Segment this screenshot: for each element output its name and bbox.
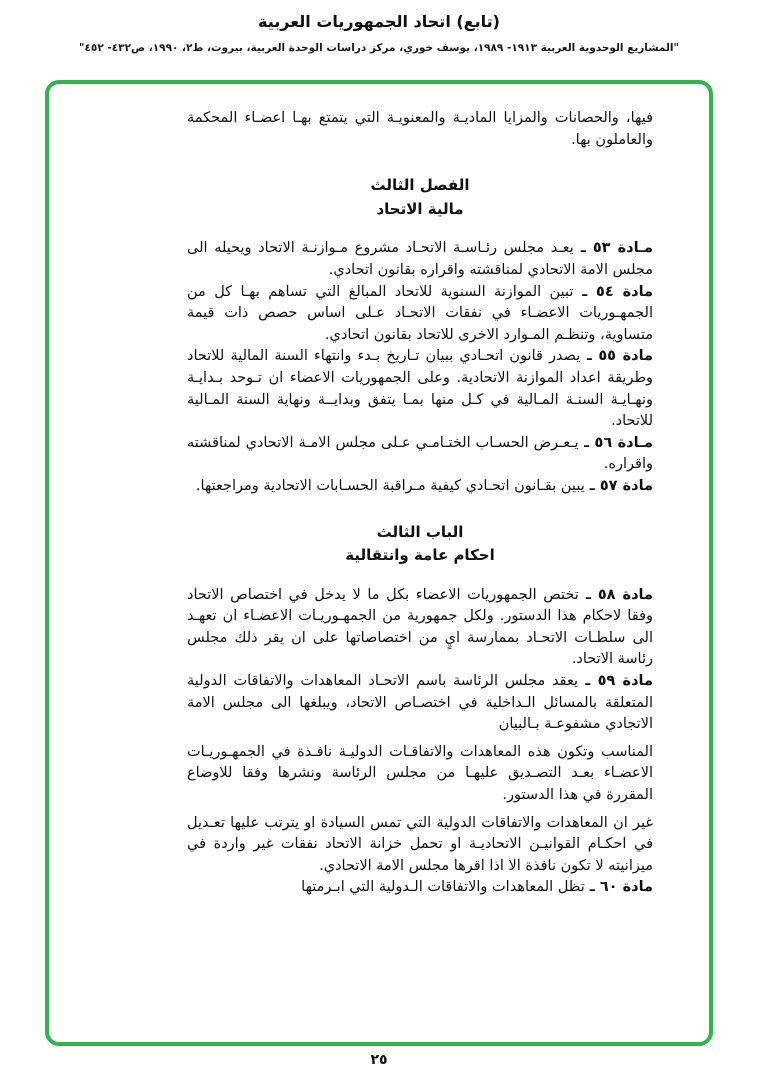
article-number-label: مادة ٥٥ ـ <box>580 348 653 365</box>
article-paragraph: مادة ٥٩ ـ يعقد مجلس الرئاسة باسم الاتحـاد المعاهدات والاتفاقات الدولية المتعلقة بالمسائل الـداخلية في اختصـاص الاتحاد، ويبلغها الى مجلس الامة الاتجادي مشفوعـة بـالبيان <box>187 673 653 733</box>
section-heading <box>187 175 653 220</box>
body-paragraph: المناسب وتكون هذه المعاهدات والاتفاقـات الدوليـة نافـذة في الجمهـوريـات الاعضـاء بعـد التصـديق عليهـا من مجلس الرئاسة ونشرها وفقا للاوضاع المقررة في هذا الدستور. <box>187 743 653 804</box>
article-number-label: مـادة ٥٦ ـ <box>578 434 653 451</box>
body-paragraph: فيها، والحصانات والمزايا الماديـة والمعنويـة التي يتمتع بهـا اعضـاء المحكمة والعاملون بها. <box>187 110 653 148</box>
article-paragraph: مادة ٥٧ ـ يبين بقـانون اتحـادي كيفية مـراقبة الحسـابات الاتحادية ومراجعتها. <box>195 477 653 494</box>
page-header <box>0 0 758 54</box>
heading-line: احكام عامة وانتقالية <box>345 546 495 565</box>
page-title: (تابع) اتحاد الجمهوريات العربية <box>258 12 500 31</box>
article-paragraph: مـادة ٥٦ ـ يـعـرض الحسـاب الختـامـي عـلى مجلس الامـة الاتحادي لمناقشته واقراره. <box>187 434 653 473</box>
article-number-label: مادة ٦٠ ـ <box>584 879 653 896</box>
page-number: ٢٥ <box>370 1052 388 1068</box>
heading-line: مالية الاتحاد <box>376 199 464 218</box>
article-number-label: مادة ٥٤ ـ <box>573 283 653 300</box>
article-number-label: مادة ٥٩ ـ <box>578 673 653 690</box>
body-paragraph: غير ان المعاهدات والاتفاقات الدولية التي تمس السيادة او يترتب عليها تعـديل في احكـام القوانيـن الاتحاديـة او تحمل خزانة الاتحاد نفقات غير واردة في ميزانيته لا تكون نافذة الا اذا اقرها مجلس الامة الاتحادي. <box>187 814 653 874</box>
heading-line: الفصل الثالث <box>370 176 470 195</box>
green-border-frame <box>45 80 713 1046</box>
source-citation: "المشاريع الوحدوية العربية ١٩١٣- ١٩٨٩، يوسف خوري، مركز دراسات الوحدة العربية، بيروت، ط٢، ١٩٩٠، ص٤٣٢- ٤٥٢" <box>79 42 679 54</box>
article-number-label: مادة ٥٨ ـ <box>578 586 653 603</box>
heading-line: الباب الثالث <box>376 522 464 541</box>
article-paragraph: مادة ٦٠ ـ تظل المعاهدات والاتفاقات الـدولية التي ابـرمتها <box>301 879 653 896</box>
article-number-label: مـادة ٥٣ ـ <box>573 240 653 257</box>
article-paragraph: مادة ٥٥ ـ يصدر قانون اتحـادي ببيان تـاريخ بـدء وانتهاء السنة المالية للاتحاد وطريقة اعداد الموازنة الاتحادية. وعلى الجمهوريات الاعضاء ان تـوحد بـدايـة ونهـايـة السنـة المـالية في كـل منها بمـا يتفق وبدايــة ونهاية السنة المـالية للاتحاد. <box>187 348 653 430</box>
document-body <box>187 108 653 899</box>
article-paragraph: مادة ٥٤ ـ تبين الموازنة السنوية للاتحاد المبالغ التي تساهم بهـا كل من الجمهـوريات الاعضـاء في نفقات الاتحـاد عـلى اساس حصص ذات قيمة متساوية، وتنظـم المـوارد الاخرى للاتحاد بقانون اتحادي. <box>187 283 653 343</box>
article-paragraph: مـادة ٥٣ ـ يعـد مجلس رئـاسـة الاتحـاد مشروع مـوازنـة الاتحاد ويحيله الى مجلس الامة الاتحادي لمناقشته واقراره بقانون اتحادي. <box>187 240 653 278</box>
section-heading <box>187 522 653 567</box>
article-paragraph: مادة ٥٨ ـ تختص الجمهوريات الاعضاء بكل ما لا يدخل في اختصاص الاتحاد وفقا لاحكام هذا الدستور. ولكل جمهورية من الجمهـوريـات الاعضـاء ان تعهـد الى سلطـات الاتحـاد بممارسة ايٍ من اختصاصاتها على ان يقر ذلك مجلس رئاسة الاتحاد. <box>187 586 653 668</box>
article-number-label: مادة ٥٧ ـ <box>584 477 653 494</box>
